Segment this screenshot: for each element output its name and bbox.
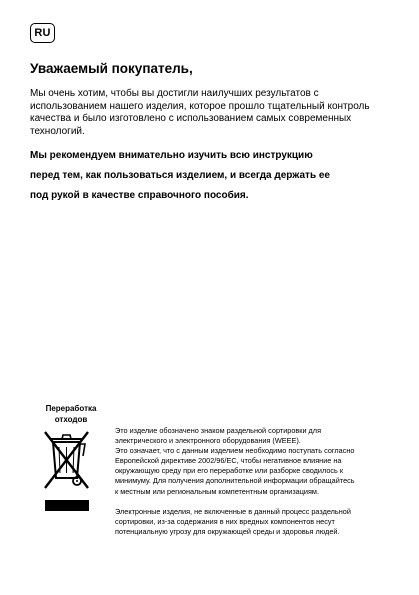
recommendation-line: Мы рекомендуем внимательно изучить всю инструкцию <box>30 150 313 161</box>
notice-paragraph <box>115 507 395 537</box>
notice-line: Электронные изделия, не включенные в данный процесс раздельной <box>115 506 351 516</box>
recycling-notice <box>115 426 395 537</box>
notice-line: Это изделие обозначено знаком раздельной сортировки для <box>115 426 322 435</box>
recommendation-line: перед тем, как пользоваться изделием, и всегда держать ее <box>30 170 330 181</box>
notice-line: потенциальную угрозу для окружающей среды и здоровья людей. <box>115 526 340 536</box>
notice-line: минимуму. Для получения дополнительной информации обращайтесь <box>115 476 355 486</box>
notice-line: к местным или региональным компетентным организациям. <box>115 486 319 496</box>
intro-line: использованием нашего изделия, которое прошло тщательный контроль <box>30 100 370 112</box>
intro-paragraph <box>30 88 380 138</box>
language-badge: RU <box>30 23 55 43</box>
recycling-label-line: отходов <box>54 415 88 424</box>
crossed-out-wheelie-bin-icon <box>41 428 93 518</box>
notice-line: Европейской директиве 2002/96/EC, чтобы негативное влияние на <box>115 456 342 466</box>
notice-line: электрического и электронного оборудования (WEEE). <box>115 436 301 446</box>
recycling-label <box>36 403 106 425</box>
recommendation-paragraph <box>30 146 400 206</box>
recommendation-line: под рукой в качестве справочного пособия. <box>30 190 249 201</box>
notice-line: окружающую среду при его переработке или разборке сводилось к <box>115 466 344 476</box>
notice-paragraph <box>115 426 395 497</box>
page-heading: Уважаемый покупатель, <box>30 61 193 76</box>
intro-line: Мы очень хотим, чтобы вы достигли наилучших результатов с <box>30 88 319 99</box>
notice-line: сортировки, из-за содержания в них вредных компонентов несут <box>115 516 335 526</box>
recycling-label-line: Переработка <box>45 404 97 413</box>
notice-line: Это означает, что с данным изделием необходимо поступать согласно <box>115 446 355 456</box>
intro-line: технологий. <box>30 125 85 137</box>
intro-line: качества и было изготовлено с использованием самых современных <box>30 113 352 125</box>
